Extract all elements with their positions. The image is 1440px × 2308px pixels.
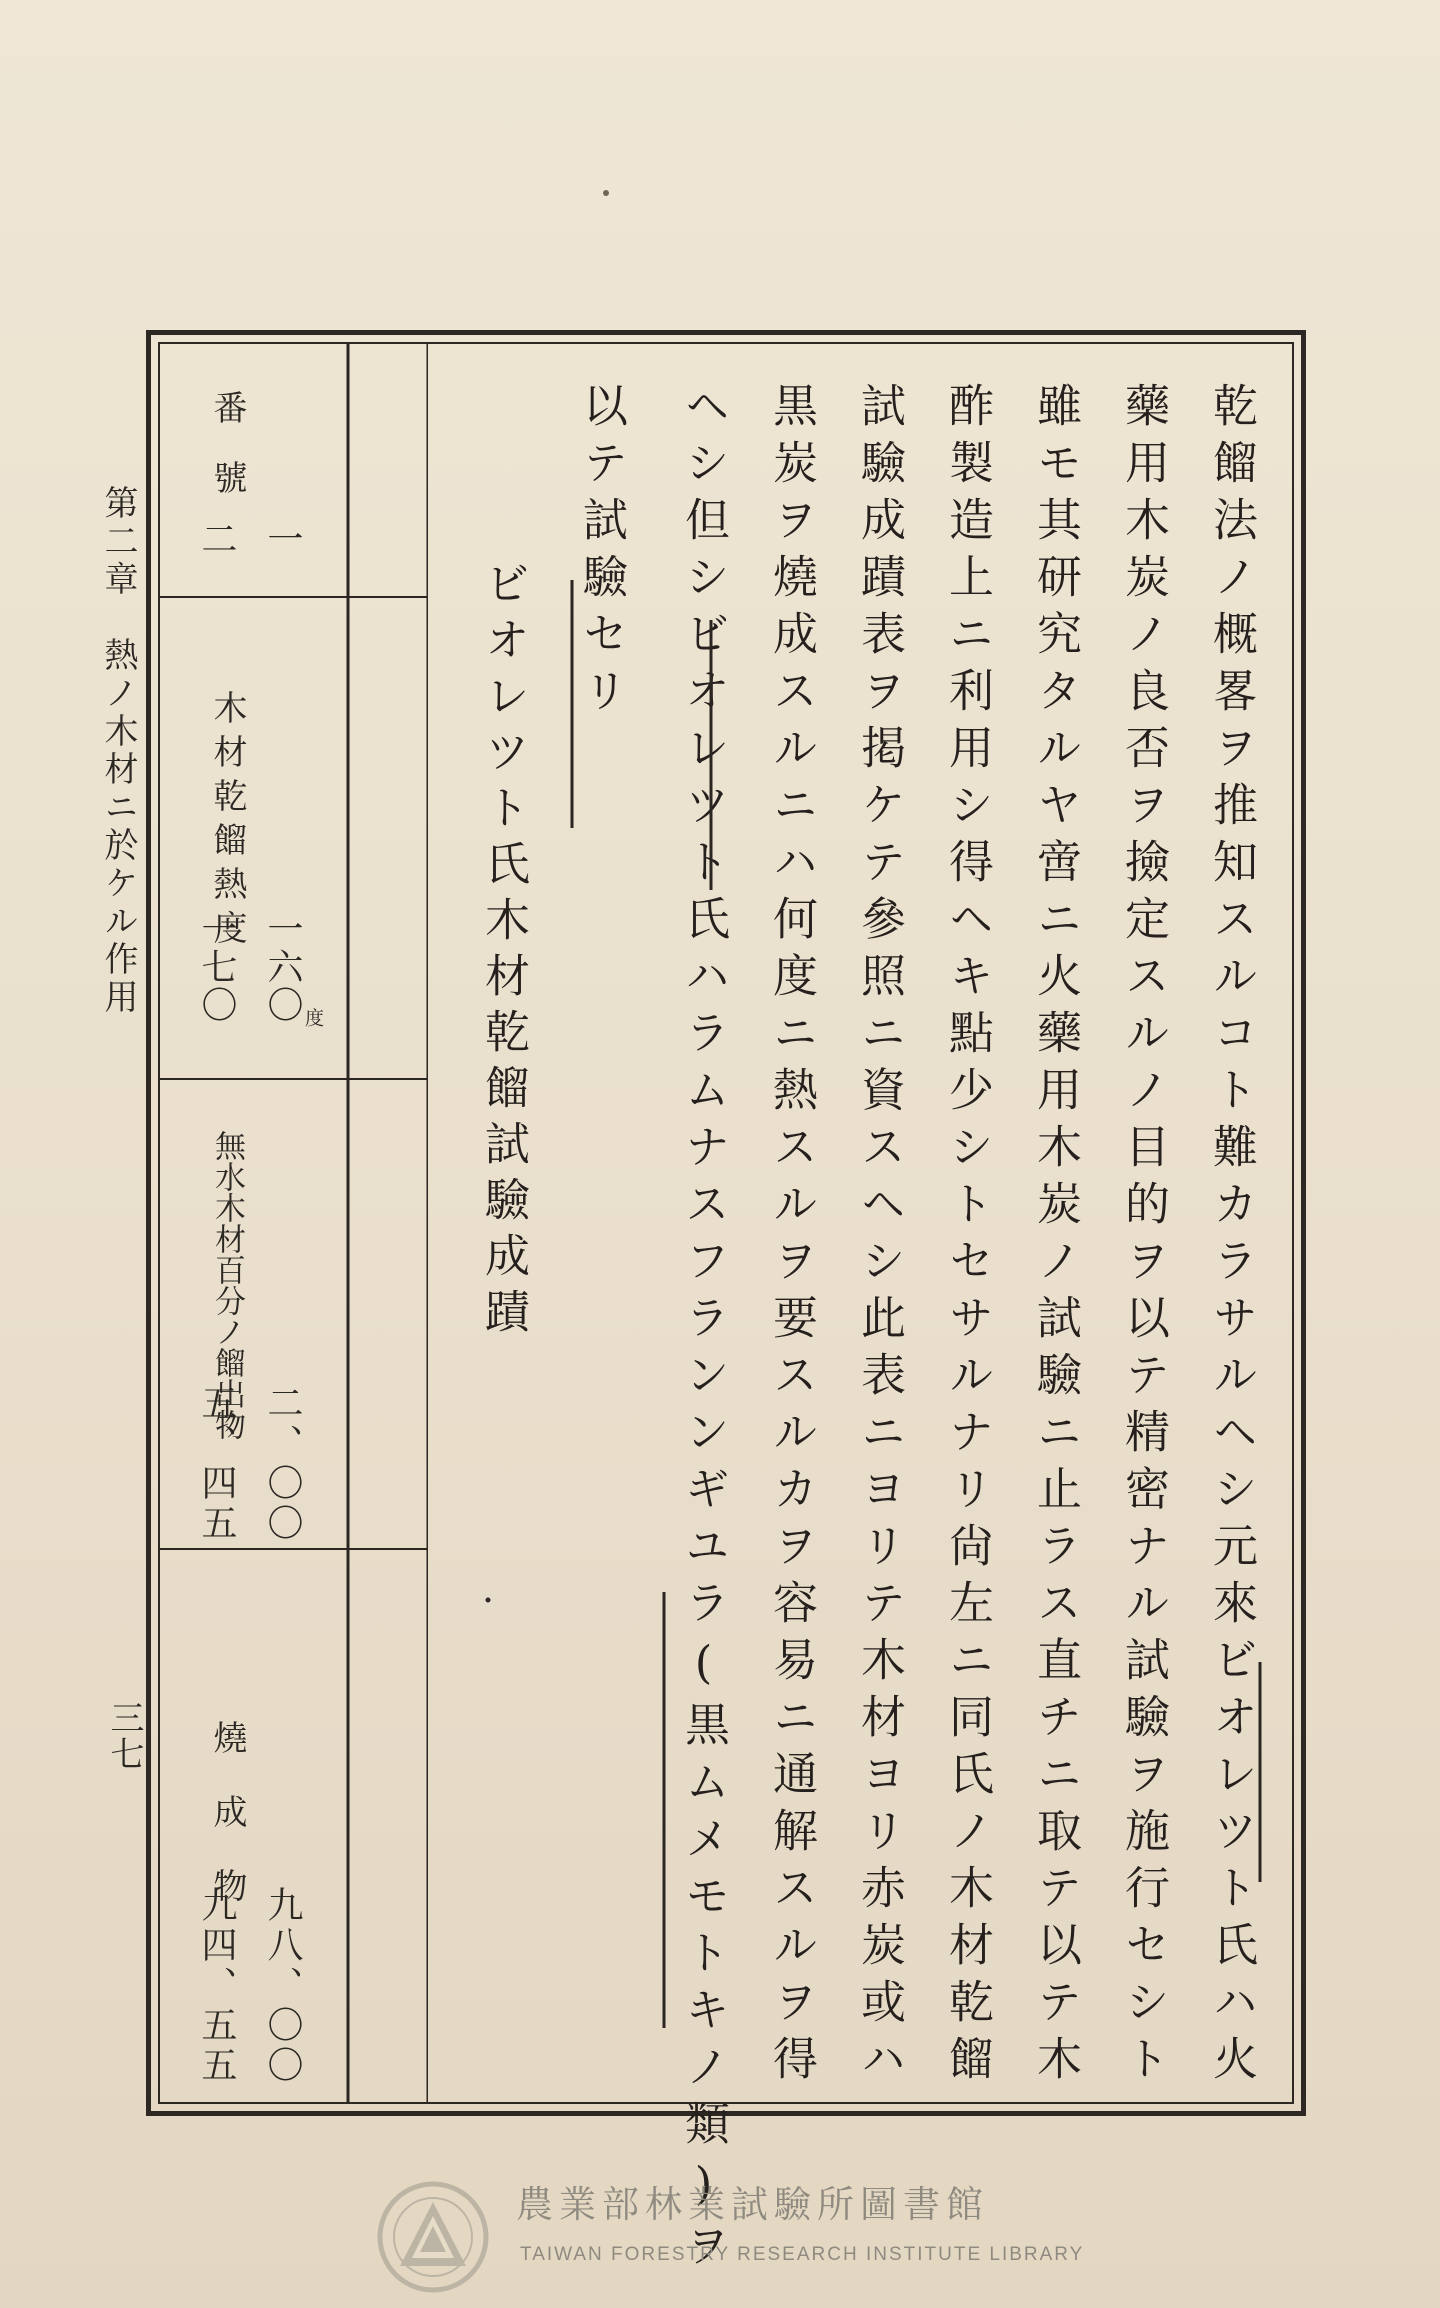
row-1-charcoal: 九八、〇〇 [262, 1886, 303, 2086]
table-title: ビオレツト氏木材乾餾試驗成蹟 [477, 560, 530, 1344]
header-anhydrous-yield: 無水木材百分ノ餾出物 [209, 1130, 245, 1440]
page-number: 三七 [104, 1700, 144, 1772]
temperature-unit: 度 [302, 1008, 324, 1027]
library-watermark [374, 2178, 1085, 2288]
row-1-number: 一 [262, 520, 303, 558]
paragraph-line-7: ヘシ但シビオレツト氏ハラムナスフランンギユラ(黒ムメモトキノ類)ヲ [677, 382, 730, 2279]
library-name-chinese: 農業部林業試驗所圖書館 [516, 2183, 989, 2226]
paragraph-line-3: 雖モ其研究タルヤ啻ニ火藥用木炭ノ試驗ニ止ラス直チニ取テ以テ木 [1029, 382, 1082, 2092]
row-2-temperature: 一七〇 [196, 910, 237, 1024]
paragraph-line-2: 藥用木炭ノ良否ヲ撿定スルノ目的ヲ以テ精密ナル試驗ヲ施行セシト [1117, 382, 1170, 2092]
library-name-english: TAIWAN FORESTRY RESEARCH INSTITUTE LIBRARY [520, 2244, 1085, 2265]
row-2-number: 二 [196, 520, 237, 558]
library-seal-icon [374, 2178, 492, 2296]
row-2-anhydrous-yield: 五、四五 [196, 1384, 237, 1544]
row-2-charcoal: 九四、五五 [196, 1886, 237, 2086]
paragraph-line-6: 黒炭ヲ燒成スルニハ何度ニ熱スルヲ要スルカヲ容易ニ通解スルヲ得 [765, 382, 818, 2092]
row-1-anhydrous-yield: 二、〇〇 [262, 1384, 303, 1544]
results-table [158, 342, 428, 2104]
paragraph-line-5: 試驗成蹟表ヲ掲ケテ參照ニ資スヘシ此表ニヨリテ木材ヨリ赤炭或ハ [853, 382, 906, 2092]
paragraph-line-1: 乾餾法ノ概畧ヲ推知スルコト難カラサルヘシ元來ビオレツト氏ハ火 [1205, 382, 1258, 2092]
paragraph-line-8: 以テ試驗セリ [575, 382, 628, 724]
paragraph-line-4: 酢製造上ニ利用シ得ヘキ點少シトセサルナリ尙左ニ同氏ノ木材乾餾 [941, 382, 994, 2092]
header-number: 番號 [207, 390, 247, 530]
row-1-temperature: 一六〇 [262, 910, 303, 1024]
running-title: 第二章 熱ノ木材ニ於ケル作用 [98, 485, 138, 1017]
header-charcoal: 燒成物 [207, 1720, 247, 1942]
header-temperature: 木材乾餾熱度 [207, 690, 247, 954]
table-grid-lines [158, 342, 428, 2104]
